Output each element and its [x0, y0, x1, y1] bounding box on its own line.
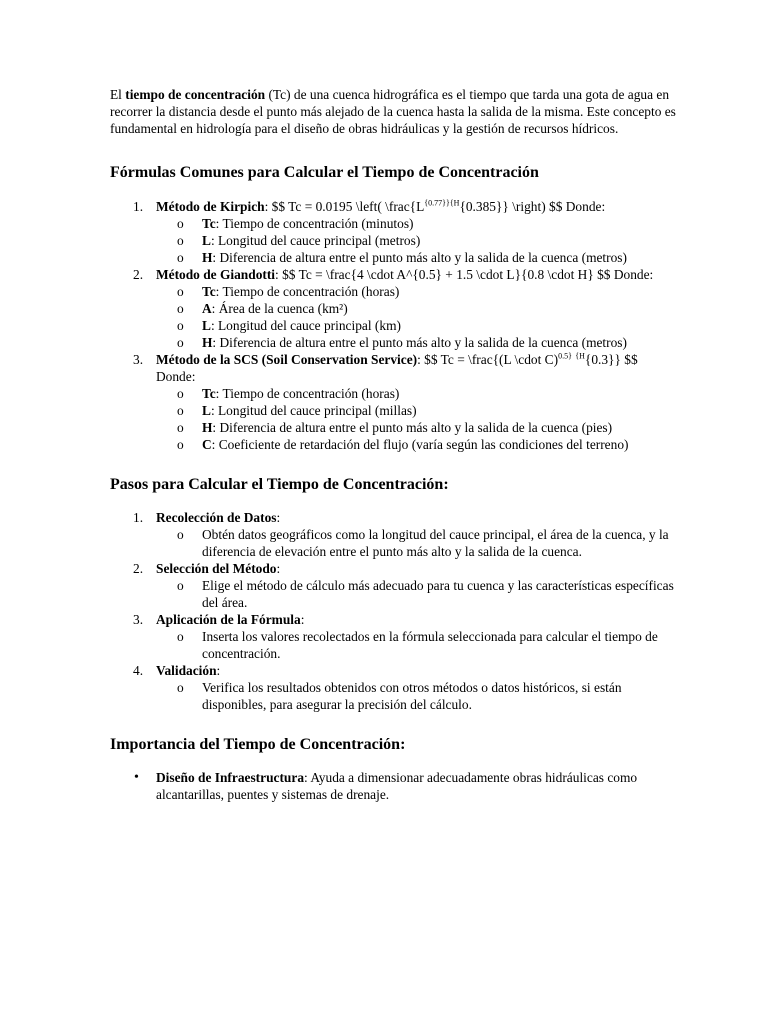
method-title: Método de Kirpich — [156, 199, 265, 214]
list-number: 3. — [133, 352, 144, 367]
step-colon: : — [276, 561, 281, 576]
list-number: 4. — [133, 663, 144, 678]
step-title: Selección del Método — [156, 561, 277, 576]
definition-item — [156, 402, 680, 419]
definition-item — [156, 334, 680, 351]
step-description — [156, 628, 680, 662]
definition-list — [156, 283, 680, 351]
definition-term: A — [202, 301, 212, 316]
intro-paragraph — [110, 86, 680, 137]
heading-pasos: Pasos para Calcular el Tiempo de Concentración: — [110, 476, 449, 493]
definition-list — [156, 215, 680, 266]
step-item — [110, 509, 680, 560]
step-title: Recolección de Datos — [156, 510, 277, 525]
formula-text-end: {0.385}} \right) $$ Donde: — [459, 199, 606, 214]
step-sub-list — [156, 526, 680, 560]
definition-item — [156, 317, 680, 334]
sub-bullet: o — [177, 437, 184, 452]
definition-text: : Diferencia de altura entre el punto más alto y la salida de la cuenca (pies) — [212, 420, 613, 435]
definition-text: : Diferencia de altura entre el punto más alto y la salida de la cuenca (metros) — [212, 335, 627, 350]
intro-text: El — [110, 87, 126, 102]
step-description — [156, 526, 680, 560]
sub-bullet: o — [177, 301, 184, 316]
step-item — [110, 560, 680, 611]
definition-text: : Longitud del cauce principal (millas) — [210, 403, 417, 418]
bullet-marker: • — [134, 770, 139, 785]
step-colon: : — [216, 663, 221, 678]
definition-text: : Diferencia de altura entre el punto más alto y la salida de la cuenca (metros) — [212, 250, 627, 265]
step-description — [156, 577, 680, 611]
formula-list — [110, 198, 680, 453]
formula-scs — [110, 351, 680, 453]
definition-term: L — [202, 403, 211, 418]
sub-bullet: o — [177, 403, 184, 418]
step-description-text: Inserta los valores recolectados en la fórmula seleccionada para calcular el tiempo de concentración. — [202, 629, 658, 661]
definition-term: Tc — [202, 216, 216, 231]
step-colon: : — [276, 510, 281, 525]
definition-term: C — [202, 437, 212, 452]
definition-text: : Coeficiente de retardación del flujo (varía según las condiciones del terreno) — [211, 437, 629, 452]
list-number: 2. — [133, 561, 144, 576]
list-number: 3. — [133, 612, 144, 627]
definition-text: : Longitud del cauce principal (km) — [210, 318, 401, 333]
method-title: Método de Giandotti — [156, 267, 276, 282]
definition-term: Tc — [202, 284, 216, 299]
formula-superscript: 0.5} — [558, 351, 572, 361]
sub-bullet: o — [177, 335, 184, 350]
definition-item — [156, 385, 680, 402]
formula-text: : $$ Tc = \frac{4 \cdot A^{0.5} + 1.5 \cdot L}{0.8 \cdot H} $$ Donde: — [275, 267, 654, 282]
sub-bullet: o — [177, 284, 184, 299]
intro-text-rest: (Tc) de una cuenca hidrográfica es el tiempo que tarda una gota de agua en recorrer la distancia desde el punto más alejado de la cuenca hasta la salida de la misma. Este concepto es fundamental en hidrología para el diseño de obras hidráulicas y la gestión de recursos hídricos. — [110, 87, 676, 136]
definition-term: H — [202, 335, 213, 350]
step-title: Validación — [156, 663, 217, 678]
definition-text: : Tiempo de concentración (minutos) — [215, 216, 414, 231]
step-sub-list — [156, 679, 680, 713]
definition-text: : Longitud del cauce principal (metros) — [210, 233, 421, 248]
formula-text: : $$ Tc = 0.0195 \left( \frac{L — [264, 199, 425, 214]
definition-text: : Área de la cuenca (km²) — [211, 301, 348, 316]
formula-kirpich — [110, 198, 680, 266]
definition-text: : Tiempo de concentración (horas) — [215, 386, 400, 401]
sub-bullet: o — [177, 250, 184, 265]
step-sub-list — [156, 577, 680, 611]
definition-item — [156, 283, 680, 300]
importance-list — [110, 769, 680, 803]
intro-bold-term: tiempo de concentración — [125, 87, 266, 102]
sub-bullet: o — [177, 420, 184, 435]
definition-term: H — [202, 420, 213, 435]
heading-formulas: Fórmulas Comunes para Calcular el Tiempo de Concentración — [110, 164, 539, 181]
definition-term: L — [202, 318, 211, 333]
step-item — [110, 662, 680, 713]
sub-bullet: o — [177, 578, 184, 593]
step-description-text: Verifica los resultados obtenidos con otros métodos o datos históricos, si están disponibles, para asegurar la precisión del cálculo. — [202, 680, 622, 712]
list-number: 1. — [133, 510, 144, 525]
importance-title: Diseño de Infraestructura — [156, 770, 305, 785]
formula-superscript: {H — [575, 351, 585, 361]
list-number: 1. — [133, 199, 144, 214]
heading-importancia: Importancia del Tiempo de Concentración: — [110, 736, 406, 753]
definition-term: L — [202, 233, 211, 248]
step-sub-list — [156, 628, 680, 662]
importance-text: : Ayuda a dimensionar adecuadamente obras hidráulicas como alcantarillas, puentes y sistemas de drenaje. — [156, 770, 638, 802]
formula-superscript: {0.77}}{H — [424, 198, 460, 208]
method-title: Método de la SCS (Soil Conservation Service) — [156, 352, 418, 367]
sub-bullet: o — [177, 216, 184, 231]
step-colon: : — [300, 612, 305, 627]
definition-text: : Tiempo de concentración (horas) — [215, 284, 400, 299]
step-description — [156, 679, 680, 713]
sub-bullet: o — [177, 680, 184, 695]
steps-list — [110, 509, 680, 713]
definition-term: Tc — [202, 386, 216, 401]
definition-item — [156, 436, 680, 453]
formula-text-end: {0.3}} $$ Donde: — [156, 352, 638, 384]
sub-bullet: o — [177, 527, 184, 542]
definition-item — [156, 215, 680, 232]
sub-bullet: o — [177, 233, 184, 248]
formula-giandotti — [110, 266, 680, 351]
sub-bullet: o — [177, 318, 184, 333]
definition-item — [156, 300, 680, 317]
step-title: Aplicación de la Fórmula — [156, 612, 301, 627]
formula-text: : $$ Tc = \frac{(L \cdot C) — [417, 352, 559, 367]
definition-item — [156, 232, 680, 249]
list-number: 2. — [133, 267, 144, 282]
step-description-text: Elige el método de cálculo más adecuado para tu cuenca y las características específicas del área. — [202, 578, 674, 610]
definition-term: H — [202, 250, 213, 265]
definition-item — [156, 419, 680, 436]
importance-item — [110, 769, 680, 803]
document-body — [110, 86, 680, 803]
definition-item — [156, 249, 680, 266]
sub-bullet: o — [177, 386, 184, 401]
definition-list — [156, 385, 680, 453]
step-description-text: Obtén datos geográficos como la longitud del cauce principal, el área de la cuenca, y la diferencia de elevación entre el punto más alto y la salida de la cuenca. — [202, 527, 669, 559]
sub-bullet: o — [177, 629, 184, 644]
step-item — [110, 611, 680, 662]
